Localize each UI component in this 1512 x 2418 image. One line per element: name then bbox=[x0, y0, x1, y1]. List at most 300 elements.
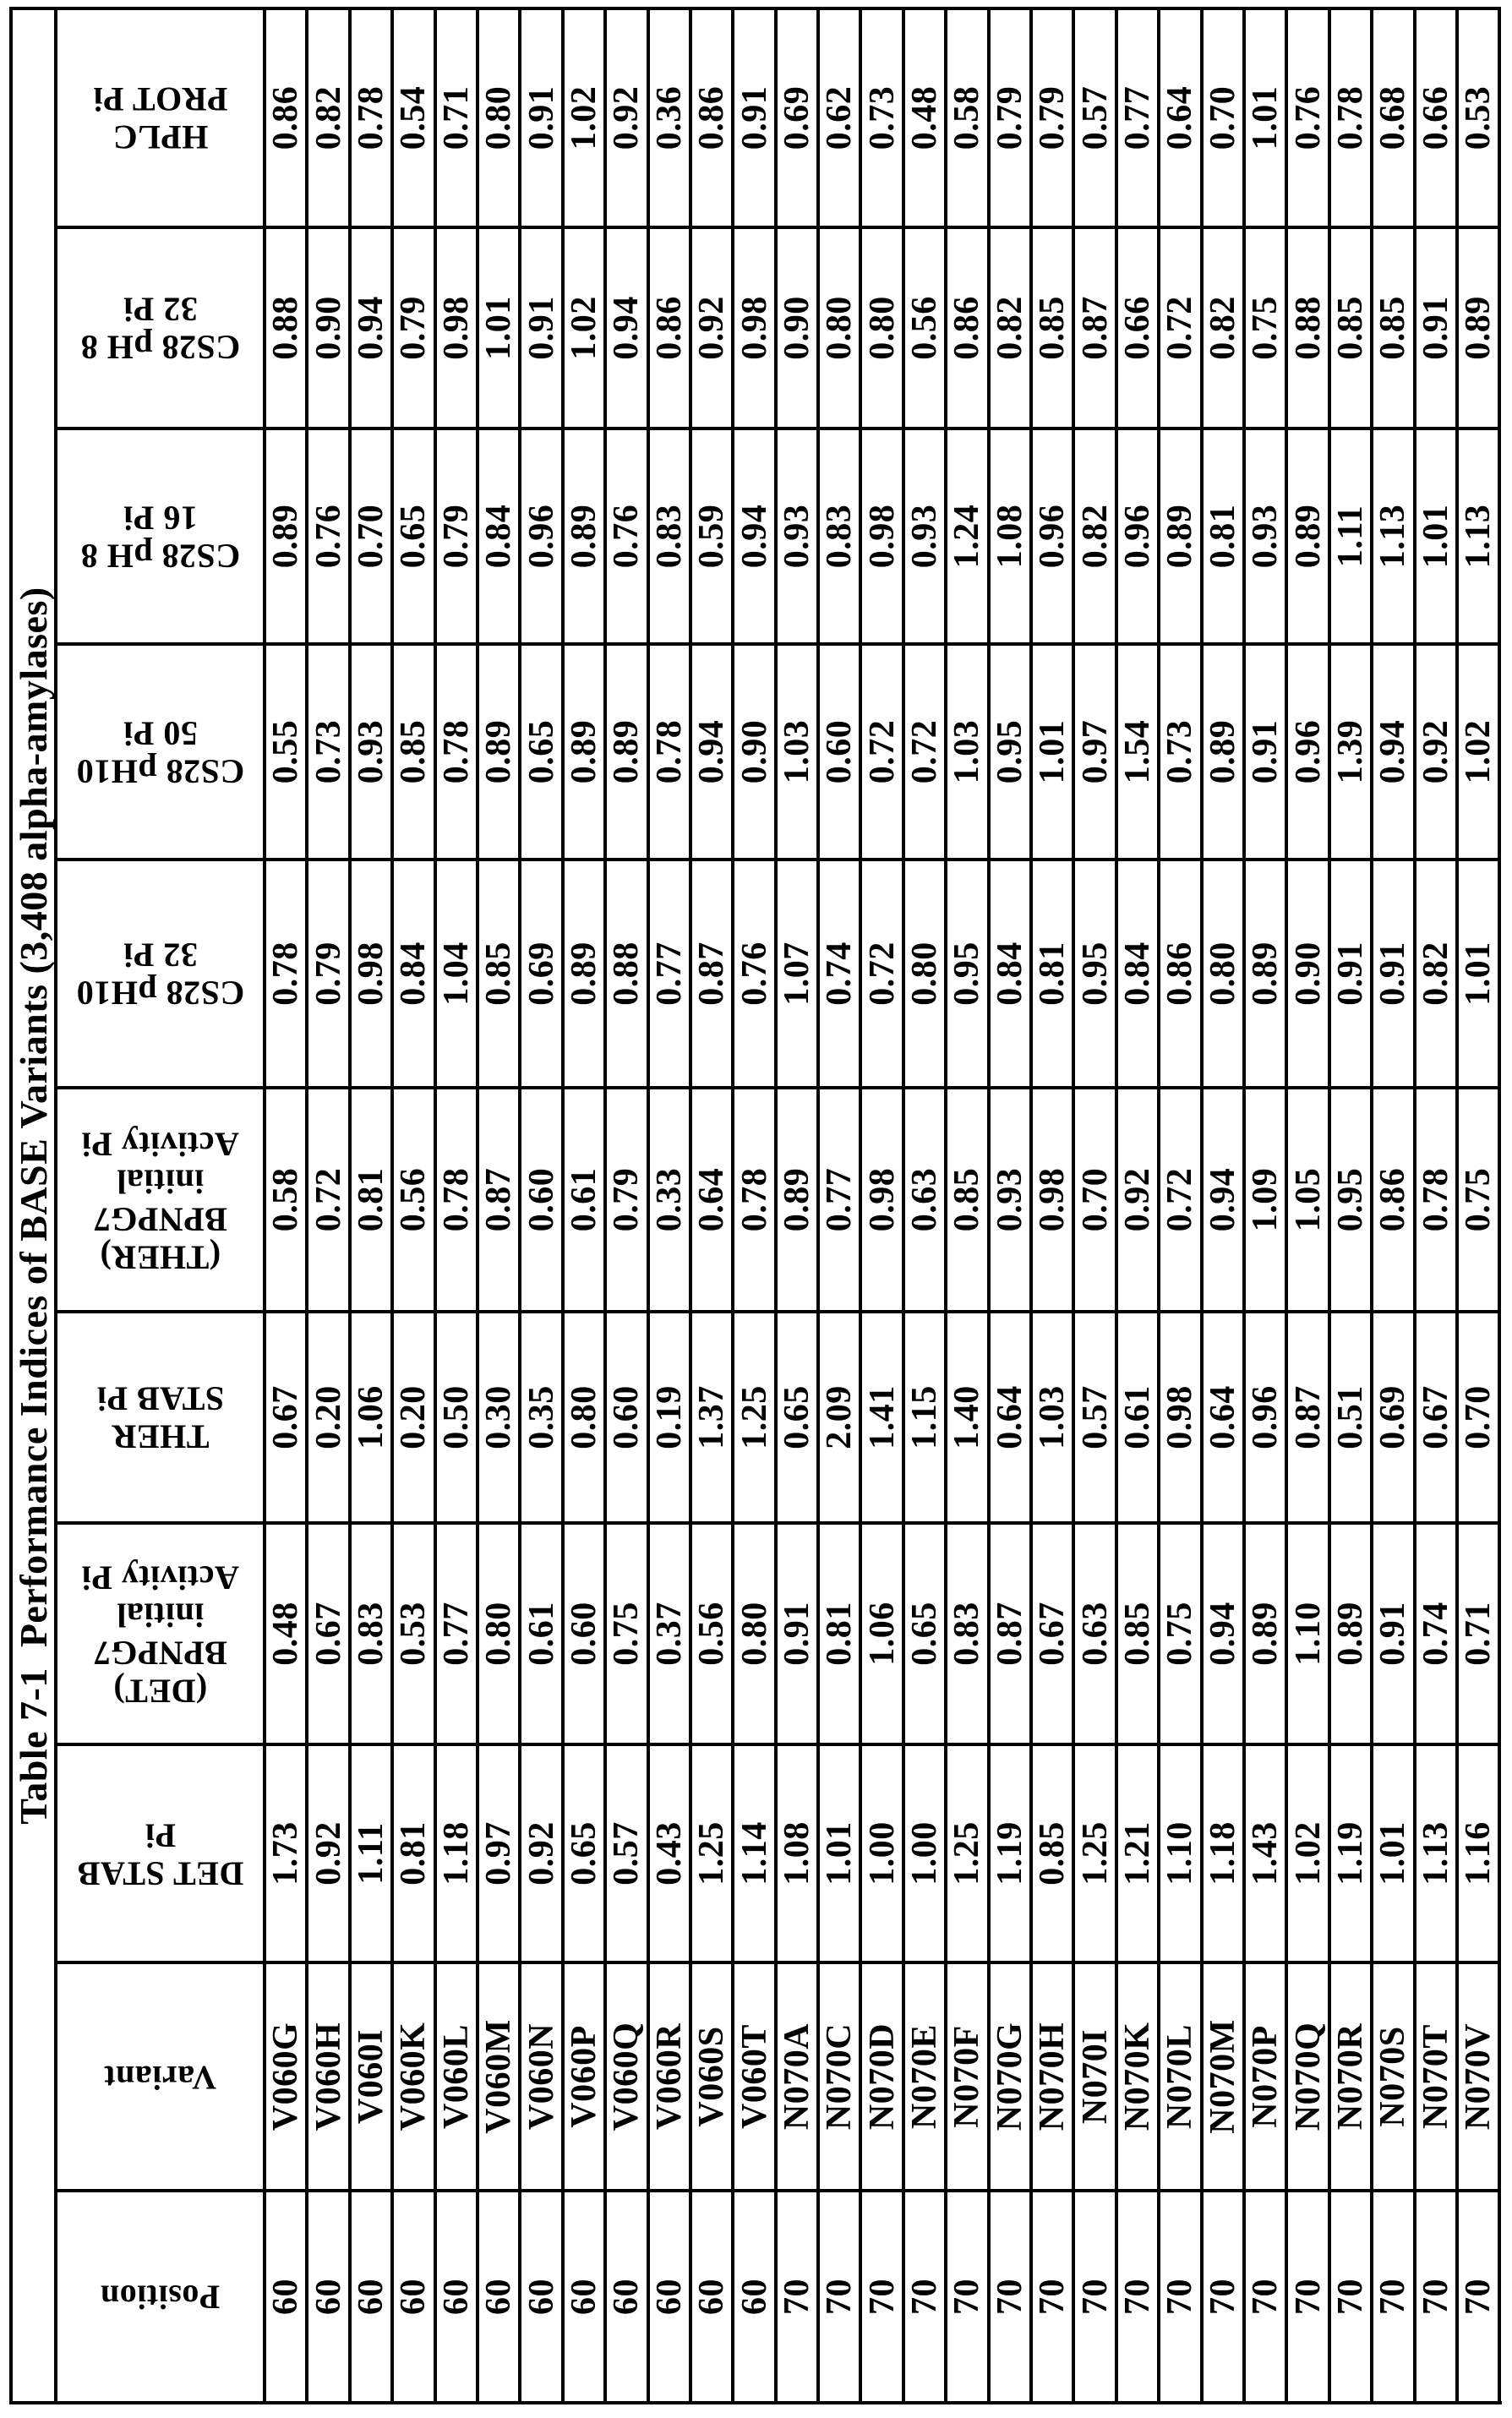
column-header-label: Variant bbox=[103, 2058, 217, 2097]
position-cell: 70 bbox=[905, 2189, 947, 2401]
value-cell: 0.82 bbox=[991, 226, 1033, 427]
value-cell: 0.50 bbox=[437, 1310, 479, 1521]
value-cell: 0.78 bbox=[734, 1086, 777, 1310]
column-header-label: THER STAB Pi bbox=[96, 1380, 224, 1456]
value-cell: 0.93 bbox=[352, 642, 394, 858]
value-cell: 0.71 bbox=[437, 7, 479, 226]
value-cell: 0.60 bbox=[565, 1521, 607, 1743]
value-cell: 0.79 bbox=[991, 7, 1033, 226]
value-cell: 0.93 bbox=[778, 427, 820, 642]
value-cell: 0.35 bbox=[521, 1310, 564, 1521]
value-cell: 0.94 bbox=[734, 427, 777, 642]
position-cell: 70 bbox=[1373, 2189, 1416, 2401]
value-cell: 0.89 bbox=[1246, 858, 1288, 1086]
value-cell: 0.75 bbox=[1160, 1521, 1203, 1743]
value-cell: 1.05 bbox=[1288, 1086, 1330, 1310]
position-cell: 60 bbox=[437, 2189, 479, 2401]
value-cell: 1.14 bbox=[734, 1743, 777, 1961]
value-cell: 0.48 bbox=[905, 7, 947, 226]
rotated-table bbox=[9, 7, 1502, 2404]
position-cell: 70 bbox=[778, 2189, 820, 2401]
value-cell: 0.78 bbox=[266, 858, 308, 1086]
value-cell: 0.65 bbox=[394, 427, 436, 642]
column-header-label: CS28 pH 8 32 Pi bbox=[80, 291, 240, 367]
value-cell: 0.95 bbox=[1075, 858, 1117, 1086]
position-cell: 60 bbox=[266, 2189, 308, 2401]
value-cell: 0.58 bbox=[947, 7, 990, 226]
value-cell: 0.92 bbox=[1118, 1086, 1160, 1310]
value-cell: 1.07 bbox=[778, 858, 820, 1086]
value-cell: 0.89 bbox=[565, 427, 607, 642]
value-cell: 1.13 bbox=[1459, 427, 1501, 642]
column-header-hplc-prot-pi bbox=[57, 7, 266, 226]
value-cell: 0.65 bbox=[905, 1521, 947, 1743]
position-cell: 70 bbox=[1459, 2189, 1501, 2401]
value-cell: 0.85 bbox=[1033, 226, 1075, 427]
value-cell: 0.81 bbox=[1033, 858, 1075, 1086]
column-header-det-bpnpg7-initial-activity-pi bbox=[57, 1521, 266, 1743]
position-cell: 70 bbox=[862, 2189, 904, 2401]
value-cell: 0.79 bbox=[1033, 7, 1075, 226]
value-cell: 0.98 bbox=[734, 226, 777, 427]
value-cell: 0.93 bbox=[905, 427, 947, 642]
value-cell: 0.87 bbox=[991, 1521, 1033, 1743]
value-cell: 0.79 bbox=[607, 1086, 649, 1310]
value-cell: 0.73 bbox=[308, 642, 351, 858]
value-cell: 0.85 bbox=[479, 858, 521, 1086]
value-cell: 0.83 bbox=[650, 427, 692, 642]
value-cell: 0.20 bbox=[308, 1310, 351, 1521]
position-cell: 70 bbox=[1075, 2189, 1117, 2401]
value-cell: 0.72 bbox=[862, 858, 904, 1086]
value-cell: 0.68 bbox=[1373, 7, 1416, 226]
value-cell: 0.76 bbox=[607, 427, 649, 642]
value-cell: 0.75 bbox=[1459, 1086, 1501, 1310]
value-cell: 1.00 bbox=[862, 1743, 904, 1961]
value-cell: 0.90 bbox=[308, 226, 351, 427]
value-cell: 0.19 bbox=[650, 1310, 692, 1521]
value-cell: 0.67 bbox=[308, 1521, 351, 1743]
value-cell: 0.86 bbox=[1160, 858, 1203, 1086]
value-cell: 0.92 bbox=[308, 1743, 351, 1961]
value-cell: 0.61 bbox=[565, 1086, 607, 1310]
value-cell: 0.83 bbox=[820, 427, 862, 642]
value-cell: 0.93 bbox=[991, 1086, 1033, 1310]
value-cell: 0.77 bbox=[650, 858, 692, 1086]
value-cell: 0.92 bbox=[1416, 642, 1459, 858]
column-header-cs28-ph10-50-pi bbox=[57, 642, 266, 858]
value-cell: 0.91 bbox=[1246, 642, 1288, 858]
column-header-label: DET STAB Pi bbox=[76, 1816, 244, 1892]
value-cell: 0.74 bbox=[820, 858, 862, 1086]
value-cell: 0.84 bbox=[479, 427, 521, 642]
variant-cell: N070D bbox=[862, 1961, 904, 2189]
value-cell: 0.79 bbox=[437, 427, 479, 642]
column-header-variant bbox=[57, 1961, 266, 2189]
position-cell: 70 bbox=[1118, 2189, 1160, 2401]
value-cell: 0.57 bbox=[607, 1743, 649, 1961]
value-cell: 0.72 bbox=[308, 1086, 351, 1310]
value-cell: 1.10 bbox=[1288, 1521, 1330, 1743]
value-cell: 1.08 bbox=[778, 1743, 820, 1961]
value-cell: 0.79 bbox=[394, 226, 436, 427]
position-cell: 70 bbox=[820, 2189, 862, 2401]
value-cell: 0.93 bbox=[1246, 427, 1288, 642]
value-cell: 1.25 bbox=[1075, 1743, 1117, 1961]
value-cell: 1.37 bbox=[692, 1310, 734, 1521]
position-cell: 70 bbox=[1288, 2189, 1330, 2401]
value-cell: 0.63 bbox=[905, 1086, 947, 1310]
value-cell: 1.01 bbox=[1033, 642, 1075, 858]
value-cell: 0.60 bbox=[820, 642, 862, 858]
value-cell: 0.77 bbox=[1118, 7, 1160, 226]
value-cell: 0.89 bbox=[1459, 226, 1501, 427]
value-cell: 1.73 bbox=[266, 1743, 308, 1961]
value-cell: 1.11 bbox=[352, 1743, 394, 1961]
position-cell: 60 bbox=[650, 2189, 692, 2401]
variant-cell: V060G bbox=[266, 1961, 308, 2189]
value-cell: 1.03 bbox=[947, 642, 990, 858]
variant-cell: V060N bbox=[521, 1961, 564, 2189]
value-cell: 0.94 bbox=[352, 226, 394, 427]
value-cell: 0.83 bbox=[352, 1521, 394, 1743]
variant-cell: V060I bbox=[352, 1961, 394, 2189]
value-cell: 0.65 bbox=[778, 1310, 820, 1521]
variant-cell: N070A bbox=[778, 1961, 820, 2189]
value-cell: 0.58 bbox=[266, 1086, 308, 1310]
value-cell: 1.43 bbox=[1246, 1743, 1288, 1961]
value-cell: 0.71 bbox=[1459, 1521, 1501, 1743]
value-cell: 0.89 bbox=[1160, 427, 1203, 642]
value-cell: 0.84 bbox=[991, 858, 1033, 1086]
column-header-label: CS28 pH 8 16 Pi bbox=[80, 499, 240, 576]
value-cell: 1.25 bbox=[947, 1743, 990, 1961]
value-cell: 0.89 bbox=[1246, 1521, 1288, 1743]
value-cell: 0.91 bbox=[1373, 1521, 1416, 1743]
value-cell: 0.92 bbox=[692, 226, 734, 427]
value-cell: 0.80 bbox=[820, 226, 862, 427]
value-cell: 0.81 bbox=[1204, 427, 1246, 642]
value-cell: 0.48 bbox=[266, 1521, 308, 1743]
value-cell: 0.77 bbox=[820, 1086, 862, 1310]
table-grid bbox=[9, 7, 1502, 2404]
value-cell: 0.73 bbox=[1160, 642, 1203, 858]
value-cell: 0.53 bbox=[1459, 7, 1501, 226]
value-cell: 0.76 bbox=[308, 427, 351, 642]
value-cell: 0.59 bbox=[692, 427, 734, 642]
variant-cell: N070L bbox=[1160, 1961, 1203, 2189]
value-cell: 1.11 bbox=[1331, 427, 1373, 642]
variant-cell: N070H bbox=[1033, 1961, 1075, 2189]
table-title: Table 7-1 Performance Indices of BASE Variants (3,408 alpha-amylases) bbox=[13, 7, 57, 2401]
value-cell: 0.85 bbox=[1118, 1521, 1160, 1743]
value-cell: 0.89 bbox=[565, 858, 607, 1086]
column-header-label: (THER) BPNPG7 initial Activity Pi bbox=[81, 1124, 239, 1277]
position-cell: 60 bbox=[521, 2189, 564, 2401]
variant-cell: V060S bbox=[692, 1961, 734, 2189]
value-cell: 0.81 bbox=[352, 1086, 394, 1310]
value-cell: 0.53 bbox=[394, 1521, 436, 1743]
value-cell: 0.86 bbox=[650, 226, 692, 427]
column-header-position bbox=[57, 2189, 266, 2401]
variant-cell: N070Q bbox=[1288, 1961, 1330, 2189]
value-cell: 1.03 bbox=[1033, 1310, 1075, 1521]
position-cell: 70 bbox=[1246, 2189, 1288, 2401]
value-cell: 0.91 bbox=[778, 1521, 820, 1743]
variant-cell: N070F bbox=[947, 1961, 990, 2189]
value-cell: 0.69 bbox=[521, 858, 564, 1086]
value-cell: 0.80 bbox=[1204, 858, 1246, 1086]
value-cell: 1.01 bbox=[1459, 858, 1501, 1086]
position-cell: 60 bbox=[352, 2189, 394, 2401]
value-cell: 0.72 bbox=[1160, 226, 1203, 427]
value-cell: 1.41 bbox=[862, 1310, 904, 1521]
value-cell: 0.89 bbox=[607, 642, 649, 858]
value-cell: 0.94 bbox=[607, 226, 649, 427]
variant-cell: N070K bbox=[1118, 1961, 1160, 2189]
value-cell: 0.82 bbox=[1416, 858, 1459, 1086]
value-cell: 1.19 bbox=[1331, 1743, 1373, 1961]
value-cell: 0.82 bbox=[1075, 427, 1117, 642]
value-cell: 0.56 bbox=[692, 1521, 734, 1743]
value-cell: 0.96 bbox=[521, 427, 564, 642]
variant-cell: N070E bbox=[905, 1961, 947, 2189]
position-cell: 70 bbox=[947, 2189, 990, 2401]
value-cell: 0.80 bbox=[862, 226, 904, 427]
value-cell: 0.95 bbox=[947, 858, 990, 1086]
position-cell: 70 bbox=[1160, 2189, 1203, 2401]
value-cell: 0.95 bbox=[991, 642, 1033, 858]
column-header-label: (DET) BPNPG7 initial Activity Pi bbox=[81, 1558, 239, 1711]
value-cell: 0.55 bbox=[266, 642, 308, 858]
value-cell: 0.86 bbox=[1373, 1086, 1416, 1310]
value-cell: 0.30 bbox=[479, 1310, 521, 1521]
variant-cell: V060R bbox=[650, 1961, 692, 2189]
value-cell: 0.64 bbox=[692, 1086, 734, 1310]
value-cell: 1.13 bbox=[1416, 1743, 1459, 1961]
value-cell: 1.25 bbox=[692, 1743, 734, 1961]
variant-cell: N070T bbox=[1416, 1961, 1459, 2189]
value-cell: 1.21 bbox=[1118, 1743, 1160, 1961]
value-cell: 0.91 bbox=[521, 7, 564, 226]
value-cell: 0.91 bbox=[1416, 226, 1459, 427]
column-header-det-stab-pi bbox=[57, 1743, 266, 1961]
value-cell: 1.09 bbox=[1246, 1086, 1288, 1310]
value-cell: 0.85 bbox=[394, 642, 436, 858]
value-cell: 1.01 bbox=[1246, 7, 1288, 226]
value-cell: 0.70 bbox=[352, 427, 394, 642]
value-cell: 0.92 bbox=[607, 7, 649, 226]
value-cell: 1.02 bbox=[565, 226, 607, 427]
value-cell: 0.56 bbox=[905, 226, 947, 427]
value-cell: 1.04 bbox=[437, 858, 479, 1086]
value-cell: 0.97 bbox=[1075, 642, 1117, 858]
column-header-label: Position bbox=[100, 2278, 221, 2317]
position-cell: 60 bbox=[308, 2189, 351, 2401]
value-cell: 0.98 bbox=[862, 1086, 904, 1310]
value-cell: 0.98 bbox=[1033, 1086, 1075, 1310]
value-cell: 0.94 bbox=[1373, 642, 1416, 858]
value-cell: 0.76 bbox=[734, 858, 777, 1086]
value-cell: 0.89 bbox=[266, 427, 308, 642]
value-cell: 0.85 bbox=[1033, 1743, 1075, 1961]
value-cell: 0.78 bbox=[1331, 7, 1373, 226]
column-header-cs28-ph10-32-pi bbox=[57, 858, 266, 1086]
value-cell: 0.67 bbox=[266, 1310, 308, 1521]
value-cell: 1.01 bbox=[1416, 427, 1459, 642]
value-cell: 0.70 bbox=[1459, 1310, 1501, 1521]
value-cell: 0.70 bbox=[1204, 7, 1246, 226]
value-cell: 1.02 bbox=[1459, 642, 1501, 858]
position-cell: 70 bbox=[1331, 2189, 1373, 2401]
value-cell: 0.78 bbox=[437, 1086, 479, 1310]
value-cell: 0.64 bbox=[1204, 1310, 1246, 1521]
position-cell: 60 bbox=[692, 2189, 734, 2401]
position-cell: 60 bbox=[607, 2189, 649, 2401]
value-cell: 0.94 bbox=[1204, 1086, 1246, 1310]
variant-cell: V060M bbox=[479, 1961, 521, 2189]
value-cell: 0.90 bbox=[1288, 858, 1330, 1086]
value-cell: 0.80 bbox=[479, 7, 521, 226]
value-cell: 0.96 bbox=[1288, 642, 1330, 858]
value-cell: 0.63 bbox=[1075, 1521, 1117, 1743]
variant-cell: V060K bbox=[394, 1961, 436, 2189]
value-cell: 0.78 bbox=[437, 642, 479, 858]
value-cell: 0.37 bbox=[650, 1521, 692, 1743]
value-cell: 0.77 bbox=[437, 1521, 479, 1743]
value-cell: 1.01 bbox=[1373, 1743, 1416, 1961]
variant-cell: V060L bbox=[437, 1961, 479, 2189]
value-cell: 0.76 bbox=[1288, 7, 1330, 226]
value-cell: 0.90 bbox=[734, 642, 777, 858]
value-cell: 0.43 bbox=[650, 1743, 692, 1961]
value-cell: 1.08 bbox=[991, 427, 1033, 642]
value-cell: 0.57 bbox=[1075, 7, 1117, 226]
value-cell: 0.62 bbox=[820, 7, 862, 226]
value-cell: 0.72 bbox=[905, 642, 947, 858]
value-cell: 1.40 bbox=[947, 1310, 990, 1521]
value-cell: 0.60 bbox=[521, 1086, 564, 1310]
value-cell: 2.09 bbox=[820, 1310, 862, 1521]
value-cell: 0.89 bbox=[479, 642, 521, 858]
value-cell: 0.66 bbox=[1118, 226, 1160, 427]
value-cell: 0.85 bbox=[1331, 226, 1373, 427]
value-cell: 1.01 bbox=[479, 226, 521, 427]
value-cell: 1.03 bbox=[778, 642, 820, 858]
value-cell: 0.96 bbox=[1118, 427, 1160, 642]
value-cell: 0.91 bbox=[1373, 858, 1416, 1086]
value-cell: 0.91 bbox=[1331, 858, 1373, 1086]
value-cell: 1.54 bbox=[1118, 642, 1160, 858]
value-cell: 0.87 bbox=[479, 1086, 521, 1310]
value-cell: 1.18 bbox=[1204, 1743, 1246, 1961]
position-cell: 60 bbox=[734, 2189, 777, 2401]
column-header-label: HPLC PROT Pi bbox=[92, 80, 228, 157]
value-cell: 1.25 bbox=[734, 1310, 777, 1521]
value-cell: 1.13 bbox=[1373, 427, 1416, 642]
value-cell: 0.61 bbox=[1118, 1310, 1160, 1521]
variant-cell: V060P bbox=[565, 1961, 607, 2189]
value-cell: 0.72 bbox=[862, 642, 904, 858]
position-cell: 70 bbox=[991, 2189, 1033, 2401]
variant-cell: N070S bbox=[1373, 1961, 1416, 2189]
value-cell: 0.67 bbox=[1033, 1521, 1075, 1743]
value-cell: 0.98 bbox=[1160, 1310, 1203, 1521]
value-cell: 0.69 bbox=[778, 7, 820, 226]
value-cell: 0.80 bbox=[565, 1310, 607, 1521]
value-cell: 0.91 bbox=[521, 226, 564, 427]
value-cell: 0.36 bbox=[650, 7, 692, 226]
value-cell: 1.24 bbox=[947, 427, 990, 642]
value-cell: 0.94 bbox=[1204, 1521, 1246, 1743]
value-cell: 0.98 bbox=[437, 226, 479, 427]
value-cell: 0.84 bbox=[394, 858, 436, 1086]
value-cell: 0.85 bbox=[947, 1086, 990, 1310]
variant-cell: N070R bbox=[1331, 1961, 1373, 2189]
value-cell: 0.80 bbox=[905, 858, 947, 1086]
variant-cell: V060T bbox=[734, 1961, 777, 2189]
value-cell: 0.33 bbox=[650, 1086, 692, 1310]
value-cell: 0.70 bbox=[1075, 1086, 1117, 1310]
value-cell: 0.78 bbox=[650, 642, 692, 858]
value-cell: 0.96 bbox=[1246, 1310, 1288, 1521]
value-cell: 0.92 bbox=[521, 1743, 564, 1961]
variant-cell: V060Q bbox=[607, 1961, 649, 2189]
variant-cell: N070G bbox=[991, 1961, 1033, 2189]
value-cell: 0.89 bbox=[1288, 427, 1330, 642]
value-cell: 0.83 bbox=[947, 1521, 990, 1743]
value-cell: 0.89 bbox=[1204, 642, 1246, 858]
value-cell: 0.67 bbox=[1416, 1310, 1459, 1521]
value-cell: 1.19 bbox=[991, 1743, 1033, 1961]
value-cell: 0.87 bbox=[1075, 226, 1117, 427]
column-header-ther-stab-pi bbox=[57, 1310, 266, 1521]
value-cell: 0.82 bbox=[308, 7, 351, 226]
value-cell: 0.51 bbox=[1331, 1310, 1373, 1521]
column-header-label: CS28 pH10 50 Pi bbox=[76, 714, 244, 791]
position-cell: 60 bbox=[479, 2189, 521, 2401]
value-cell: 0.88 bbox=[607, 858, 649, 1086]
value-cell: 0.86 bbox=[692, 7, 734, 226]
value-cell: 1.06 bbox=[862, 1521, 904, 1743]
value-cell: 0.96 bbox=[1033, 427, 1075, 642]
value-cell: 0.65 bbox=[565, 1743, 607, 1961]
value-cell: 0.89 bbox=[778, 1086, 820, 1310]
value-cell: 0.81 bbox=[394, 1743, 436, 1961]
value-cell: 0.89 bbox=[1331, 1521, 1373, 1743]
value-cell: 0.78 bbox=[1416, 1086, 1459, 1310]
value-cell: 0.69 bbox=[1373, 1310, 1416, 1521]
column-header-cs28-ph-8-16-pi bbox=[57, 427, 266, 642]
value-cell: 0.87 bbox=[692, 858, 734, 1086]
value-cell: 1.16 bbox=[1459, 1743, 1501, 1961]
value-cell: 1.02 bbox=[565, 7, 607, 226]
value-cell: 0.88 bbox=[266, 226, 308, 427]
value-cell: 1.18 bbox=[437, 1743, 479, 1961]
position-cell: 60 bbox=[394, 2189, 436, 2401]
position-cell: 60 bbox=[565, 2189, 607, 2401]
value-cell: 0.80 bbox=[734, 1521, 777, 1743]
value-cell: 0.98 bbox=[862, 427, 904, 642]
value-cell: 0.98 bbox=[352, 858, 394, 1086]
value-cell: 0.85 bbox=[1373, 226, 1416, 427]
position-cell: 70 bbox=[1204, 2189, 1246, 2401]
value-cell: 0.72 bbox=[1160, 1086, 1203, 1310]
value-cell: 0.91 bbox=[734, 7, 777, 226]
value-cell: 1.39 bbox=[1331, 642, 1373, 858]
value-cell: 1.01 bbox=[820, 1743, 862, 1961]
value-cell: 0.60 bbox=[607, 1310, 649, 1521]
